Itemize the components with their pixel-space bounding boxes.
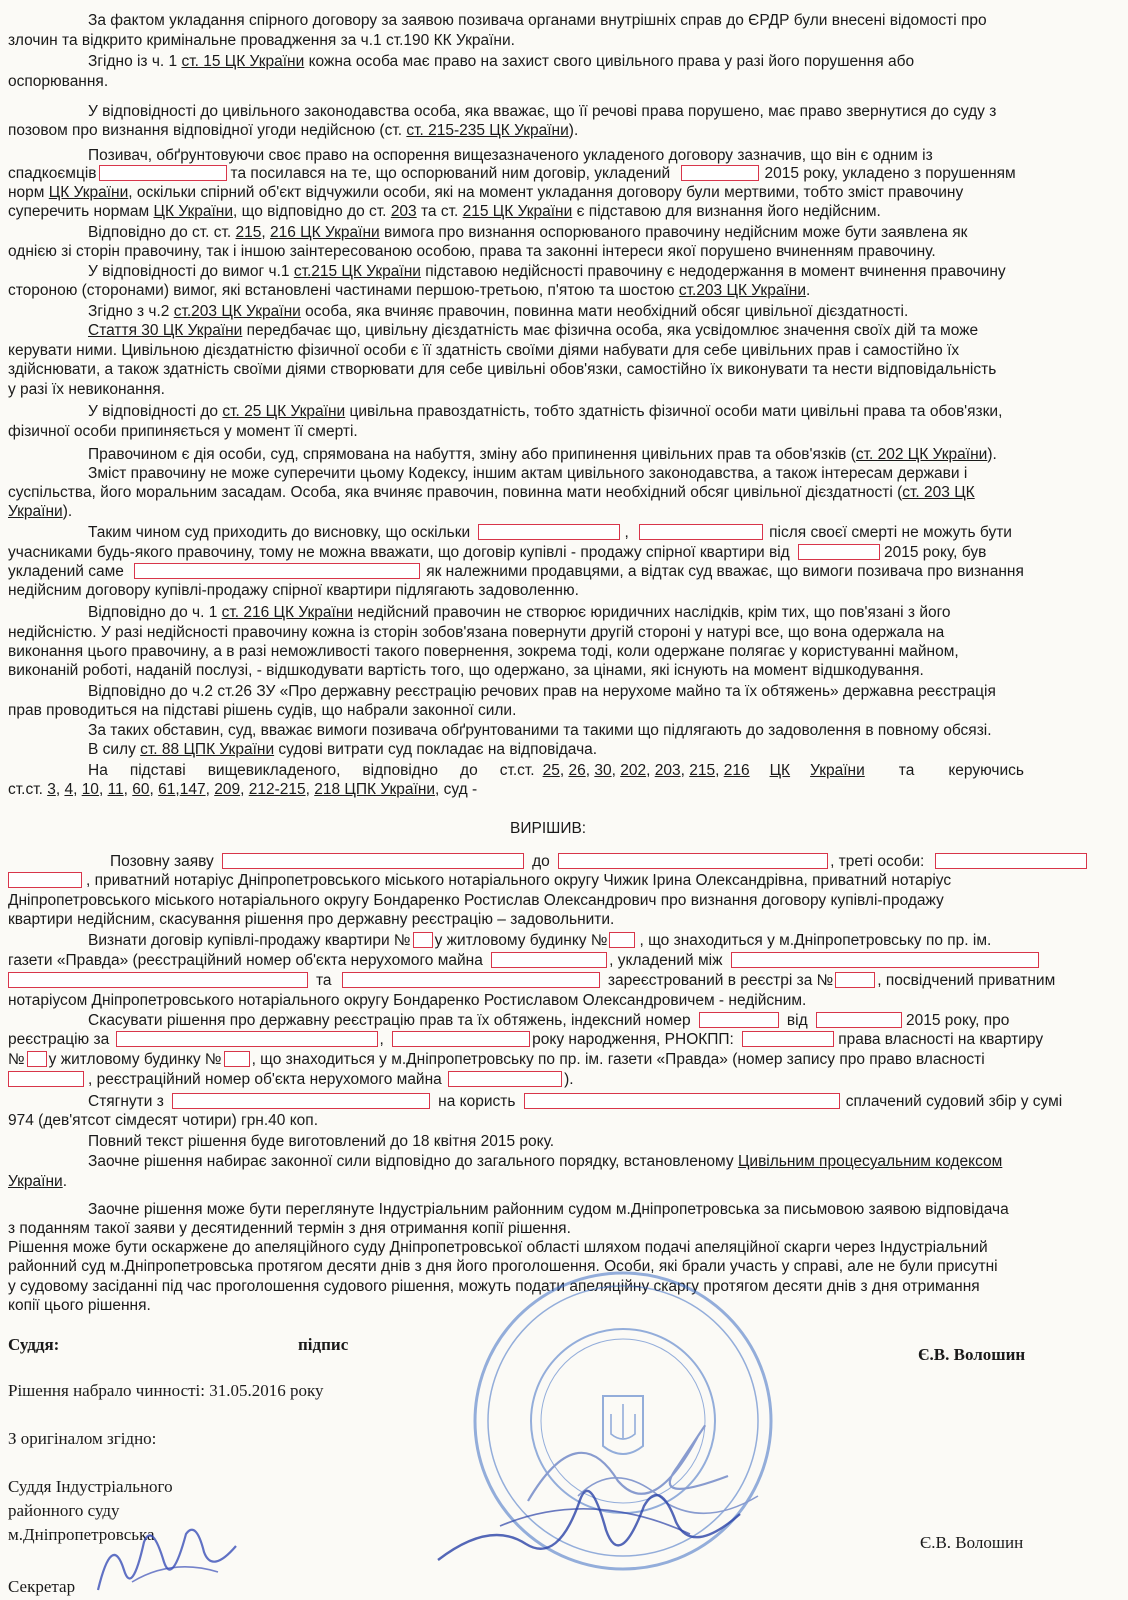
decision-heading: ВИРІШИВ: bbox=[510, 820, 587, 837]
redaction-box bbox=[8, 972, 308, 988]
text-line: квартири недійсним, скасування рішення про державну реєстрацію – задовольнити. bbox=[8, 911, 615, 928]
redaction-box bbox=[798, 544, 880, 560]
text-line: злочин та відкрито кримінальне провадження за ч.1 ст.190 КК України. bbox=[8, 32, 515, 49]
judge-name-2: Є.В. Волошин bbox=[920, 1533, 1024, 1552]
text-line: спадкоємців та посилався на те, що оспорюваний ним договір, укладений 2015 року, укладено з порушенням bbox=[8, 165, 1016, 182]
text-line: Відповідно до ст. ст. 215, 216 ЦК України вимога про визнання оспорюваного правочину недійсним може бути заявлена як bbox=[88, 224, 968, 241]
redaction-box bbox=[478, 524, 620, 540]
text-line: позовом про визнання відповідної угоди недійсною (ст. ст. 215-235 ЦК України). bbox=[8, 122, 579, 139]
text-line: У відповідності до вимог ч.1 ст.215 ЦК України підставою недійсності правочину є недодержання в момент вчинення правочину bbox=[88, 263, 1006, 280]
text-line: Відповідно до ч. 1 ст. 216 ЦК України недійсний правочин не створює юридичних наслідків, крім тих, що пов'язані з його bbox=[88, 604, 951, 621]
text-line: нотаріусом Дніпропетровського нотаріального округу Бондаренко Ростиславом Олександровичем - недійсним. bbox=[8, 992, 807, 1009]
redaction-box bbox=[639, 524, 763, 540]
redaction-box bbox=[524, 1093, 840, 1109]
judge-signature bbox=[430, 1460, 750, 1580]
text-line: виконання цього правочину, а в разі неможливості такого повернення, зокрема тоді, коли одержане полягає у користуванні майном, bbox=[8, 643, 959, 660]
text-line: Правочином є дія особи, суд, спрямована на набуття, зміну або припинення цивільних прав та обов'язків (ст. 202 ЦК України). bbox=[88, 446, 997, 463]
text-line: На підставі вищевикладеного, відповідно до ст.ст. 25, 26, 30, 202, 203, 215, 216 ЦК України та керуючись bbox=[88, 762, 1024, 779]
redaction-box bbox=[342, 972, 600, 988]
redaction-box bbox=[448, 1071, 562, 1087]
text-line: у разі їх невиконання. bbox=[8, 381, 165, 398]
redaction-box bbox=[835, 972, 875, 988]
text-line: Відповідно до ч.2 ст.26 ЗУ «Про державну реєстрацію речових прав на нерухоме майно та їх обтяжень» державна реєстрація bbox=[88, 683, 996, 700]
text-line: У відповідності до цивільного законодавства особа, яка вважає, що її речові права порушено, має право звернутися до суду з bbox=[88, 103, 997, 120]
text-line: норм ЦК України, оскільки спірний об'єкт відчужили особи, які на момент укладання договору були мертвими, тобто зміст правочину bbox=[8, 184, 964, 201]
text-line: № у житловому будинку № , що знаходиться у м.Дніпропетровську по пр. ім. газети «Правда» (номер запису про право власності bbox=[8, 1051, 985, 1068]
text-line: ст.ст. 3, 4, 10, 11, 60, 61,147, 209, 212-215, 218 ЦПК України, суд - bbox=[8, 781, 478, 798]
redaction-box bbox=[491, 952, 607, 968]
text-line: копії цього рішення. bbox=[8, 1297, 151, 1314]
redaction-box bbox=[609, 932, 635, 948]
redaction-box bbox=[99, 165, 227, 181]
text-line: Рішення може бути оскаржене до апеляційного суду Дніпропетровської області шляхом подачі апеляційної скарги через Індустріальний bbox=[8, 1239, 988, 1256]
text-line: , реєстраційний номер об'єкта нерухомого майна ). bbox=[8, 1071, 574, 1089]
redaction-box bbox=[8, 872, 82, 888]
text-line: Скасувати рішення про державну реєстрацію прав та їх обтяжень, індексний номер від 2015 року, про bbox=[88, 1012, 1010, 1029]
redaction-box bbox=[742, 1031, 834, 1047]
text-line: суперечить нормам ЦК України, що відповідно до ст. 203 та ст. 215 ЦК України є підставою для визнання його недійсним. bbox=[8, 203, 881, 220]
text-line: фізичної особи припиняється у момент її смерті. bbox=[8, 423, 358, 440]
redaction-box bbox=[222, 853, 524, 869]
redaction-box bbox=[816, 1012, 902, 1028]
judge-name: Є.В. Волошин bbox=[918, 1345, 1026, 1364]
redaction-box bbox=[172, 1093, 430, 1109]
text-line: Згідно з ч.2 ст.203 ЦК України особа, яка вчиняє правочин, повинна мати необхідний обсяг цивільної дієздатності. bbox=[88, 303, 909, 320]
secretary-label: Секретар bbox=[8, 1577, 76, 1596]
redaction-box bbox=[116, 1031, 378, 1047]
text-line: Таким чином суд приходить до висновку, що оскільки , після своєї смерті не можуть бути bbox=[88, 524, 1012, 541]
court-line: м.Дніпропетровська bbox=[8, 1525, 155, 1544]
redaction-box bbox=[731, 952, 1039, 968]
text-line: Визнати договір купівлі-продажу квартири № у житловому будинку № , що знаходиться у м.Дніпропетровську по пр. ім. bbox=[88, 932, 992, 949]
text-line: Стягнути з на користь сплачений судовий збір у сумі bbox=[88, 1093, 1063, 1110]
text-line: Стаття 30 ЦК України передбачає що, цивільну дієздатність має фізична особа, яка усвідомлює значення своїх дій та може bbox=[88, 322, 979, 339]
redaction-box bbox=[558, 853, 828, 869]
text-line: з поданням такої заяви у десятиденний термін з дня отримання копії рішення. bbox=[8, 1220, 571, 1237]
text-line: Повний текст рішення буде виготовлений до 18 квітня 2015 року. bbox=[88, 1133, 555, 1150]
text-line: Зміст правочину не може суперечити цьому Кодексу, іншим актам цивільного законодавства, а також інтересам держави і bbox=[88, 465, 968, 482]
judge-label: Суддя: bbox=[8, 1335, 60, 1354]
text-line: Позивач, обґрунтовуючи своє право на оспорення вищезазначеного укладеного договору зазначив, що він є одним із bbox=[88, 147, 933, 164]
text-line: недійсним договору купівлі-продажу спірної квартири підлягають задоволенню. bbox=[8, 582, 579, 599]
text-line: керувати ними. Цивільною дієздатністю фізичної особи є її здатність своїми діями набувати для себе цивільних прав і самостійно їх bbox=[8, 342, 960, 359]
redaction-box bbox=[681, 165, 759, 181]
redaction-box bbox=[134, 563, 420, 579]
text-line: укладений саме як належними продавцями, а відтак суд вважає, що вимоги позивача про визнання bbox=[8, 563, 1024, 580]
effective-date: Рішення набрало чинності: 31.05.2016 року bbox=[8, 1381, 324, 1400]
text-line: реєстрацію за , року народження, РНОКПП: права власності на квартиру bbox=[8, 1031, 1044, 1048]
text-line: районний суд м.Дніпропетровська протягом десяти днів з дня його проголошення. Особи, які брали участь у справі, але не були присутні bbox=[8, 1258, 998, 1275]
text-line: стороною (сторонами) вимог, які встановлені частинами першою-третьою, п'ятою та шостою ст.203 ЦК України. bbox=[8, 282, 811, 299]
signature-word: підпис bbox=[298, 1335, 349, 1354]
text-line: здійснювати, а також здатність своїми діями створювати для себе цивільні обов'язки, самостійно їх виконувати та нести відповідальність bbox=[8, 361, 997, 378]
text-line: учасниками будь-якого правочину, тому не можна вважати, що договір купівлі - продажу спірної квартири від 2015 року, був bbox=[8, 544, 987, 561]
text-line: у судовому засіданні під час проголошення судового рішення, можуть подати апеляційну скаргу протягом десяти днів з дня отримання bbox=[8, 1278, 980, 1295]
text-line: 974 (дев'ятсот сімдесят чотири) грн.40 коп. bbox=[8, 1112, 318, 1129]
secretary-signature bbox=[92, 1512, 242, 1598]
text-line: Згідно із ч. 1 ст. 15 ЦК України кожна особа має право на захист свого цивільного права у разі його порушення або bbox=[88, 53, 915, 70]
text-line: В силу ст. 88 ЦПК України судові витрати суд покладає на відповідача. bbox=[88, 741, 598, 758]
certified-copy: З оригіналом згідно: bbox=[8, 1429, 157, 1448]
text-line: За фактом укладання спірного договору за заявою позивача органами внутрішніх справ до ЄРДР були внесені відомості про bbox=[88, 12, 987, 29]
redaction-box bbox=[413, 932, 433, 948]
text-line: Позовну заяву до , треті особи: bbox=[110, 853, 1087, 871]
redaction-box bbox=[392, 1031, 530, 1047]
redaction-box bbox=[8, 1071, 84, 1087]
text-line: прав проводиться на підставі рішень судів, що набрали законної сили. bbox=[8, 702, 517, 719]
text-line: газети «Правда» (реєстраційний номер об'єкта нерухомого майна , укладений між bbox=[8, 952, 1039, 970]
court-line: Суддя Індустріального bbox=[8, 1477, 173, 1496]
text-line: Заочне рішення набирає законної сили відповідно до загального порядку, встановленому Цивільним процесуальним кодексом bbox=[88, 1153, 1003, 1170]
text-line: оспорювання. bbox=[8, 73, 109, 90]
redaction-box bbox=[935, 853, 1087, 869]
text-line: , приватний нотаріус Дніпропетровського міського нотаріального округу Чижик Ірина Олександрівна, приватний нотаріус bbox=[8, 872, 951, 890]
text-line: України). bbox=[8, 503, 73, 520]
redaction-box bbox=[27, 1051, 47, 1067]
redaction-box bbox=[224, 1051, 250, 1067]
text-line: Дніпропетровського міського нотаріального округу Бондаренко Ростислав Олександрович про визнання договору купівлі-продажу bbox=[8, 892, 944, 909]
text-line: виконаній роботі, наданій послузі, - відшкодувати вартість того, що одержано, за цінами, які існують на момент відшкодування. bbox=[8, 662, 924, 679]
court-line: районного суду bbox=[8, 1501, 120, 1520]
redaction-box bbox=[699, 1012, 779, 1028]
text-line: України. bbox=[8, 1173, 68, 1190]
text-line: У відповідності до ст. 25 ЦК України цивільна правоздатність, тобто здатність фізичної особи мати цивільні права та обов'язки, bbox=[88, 403, 1003, 420]
text-line: однією зі сторін правочину, так і іншою заінтересованою особою, права та законні інтереси якої порушено вчиненням правочину. bbox=[8, 243, 936, 260]
text-line: та зареєстрований в реєстрі за № , посвідчений приватним bbox=[8, 972, 1055, 990]
text-line: суспільства, його моральним засадам. Особа, яка вчиняє правочин, повинна мати необхідний обсяг цивільної дієздатності (ст. 203 ЦК bbox=[8, 484, 975, 501]
text-line: Заочне рішення може бути переглянуте Індустріальним районним судом м.Дніпропетровська за письмовою заявою відповідача bbox=[88, 1201, 1009, 1218]
text-line: недійсністю. У разі недійсності правочину кожна із сторін зобов'язана повернути другій стороні у натурі все, що вона одержала на bbox=[8, 624, 945, 641]
text-line: За таких обставин, суд, вважає вимоги позивача обґрунтованими та такими що підлягають до задоволення в повному обсязі. bbox=[88, 722, 992, 739]
